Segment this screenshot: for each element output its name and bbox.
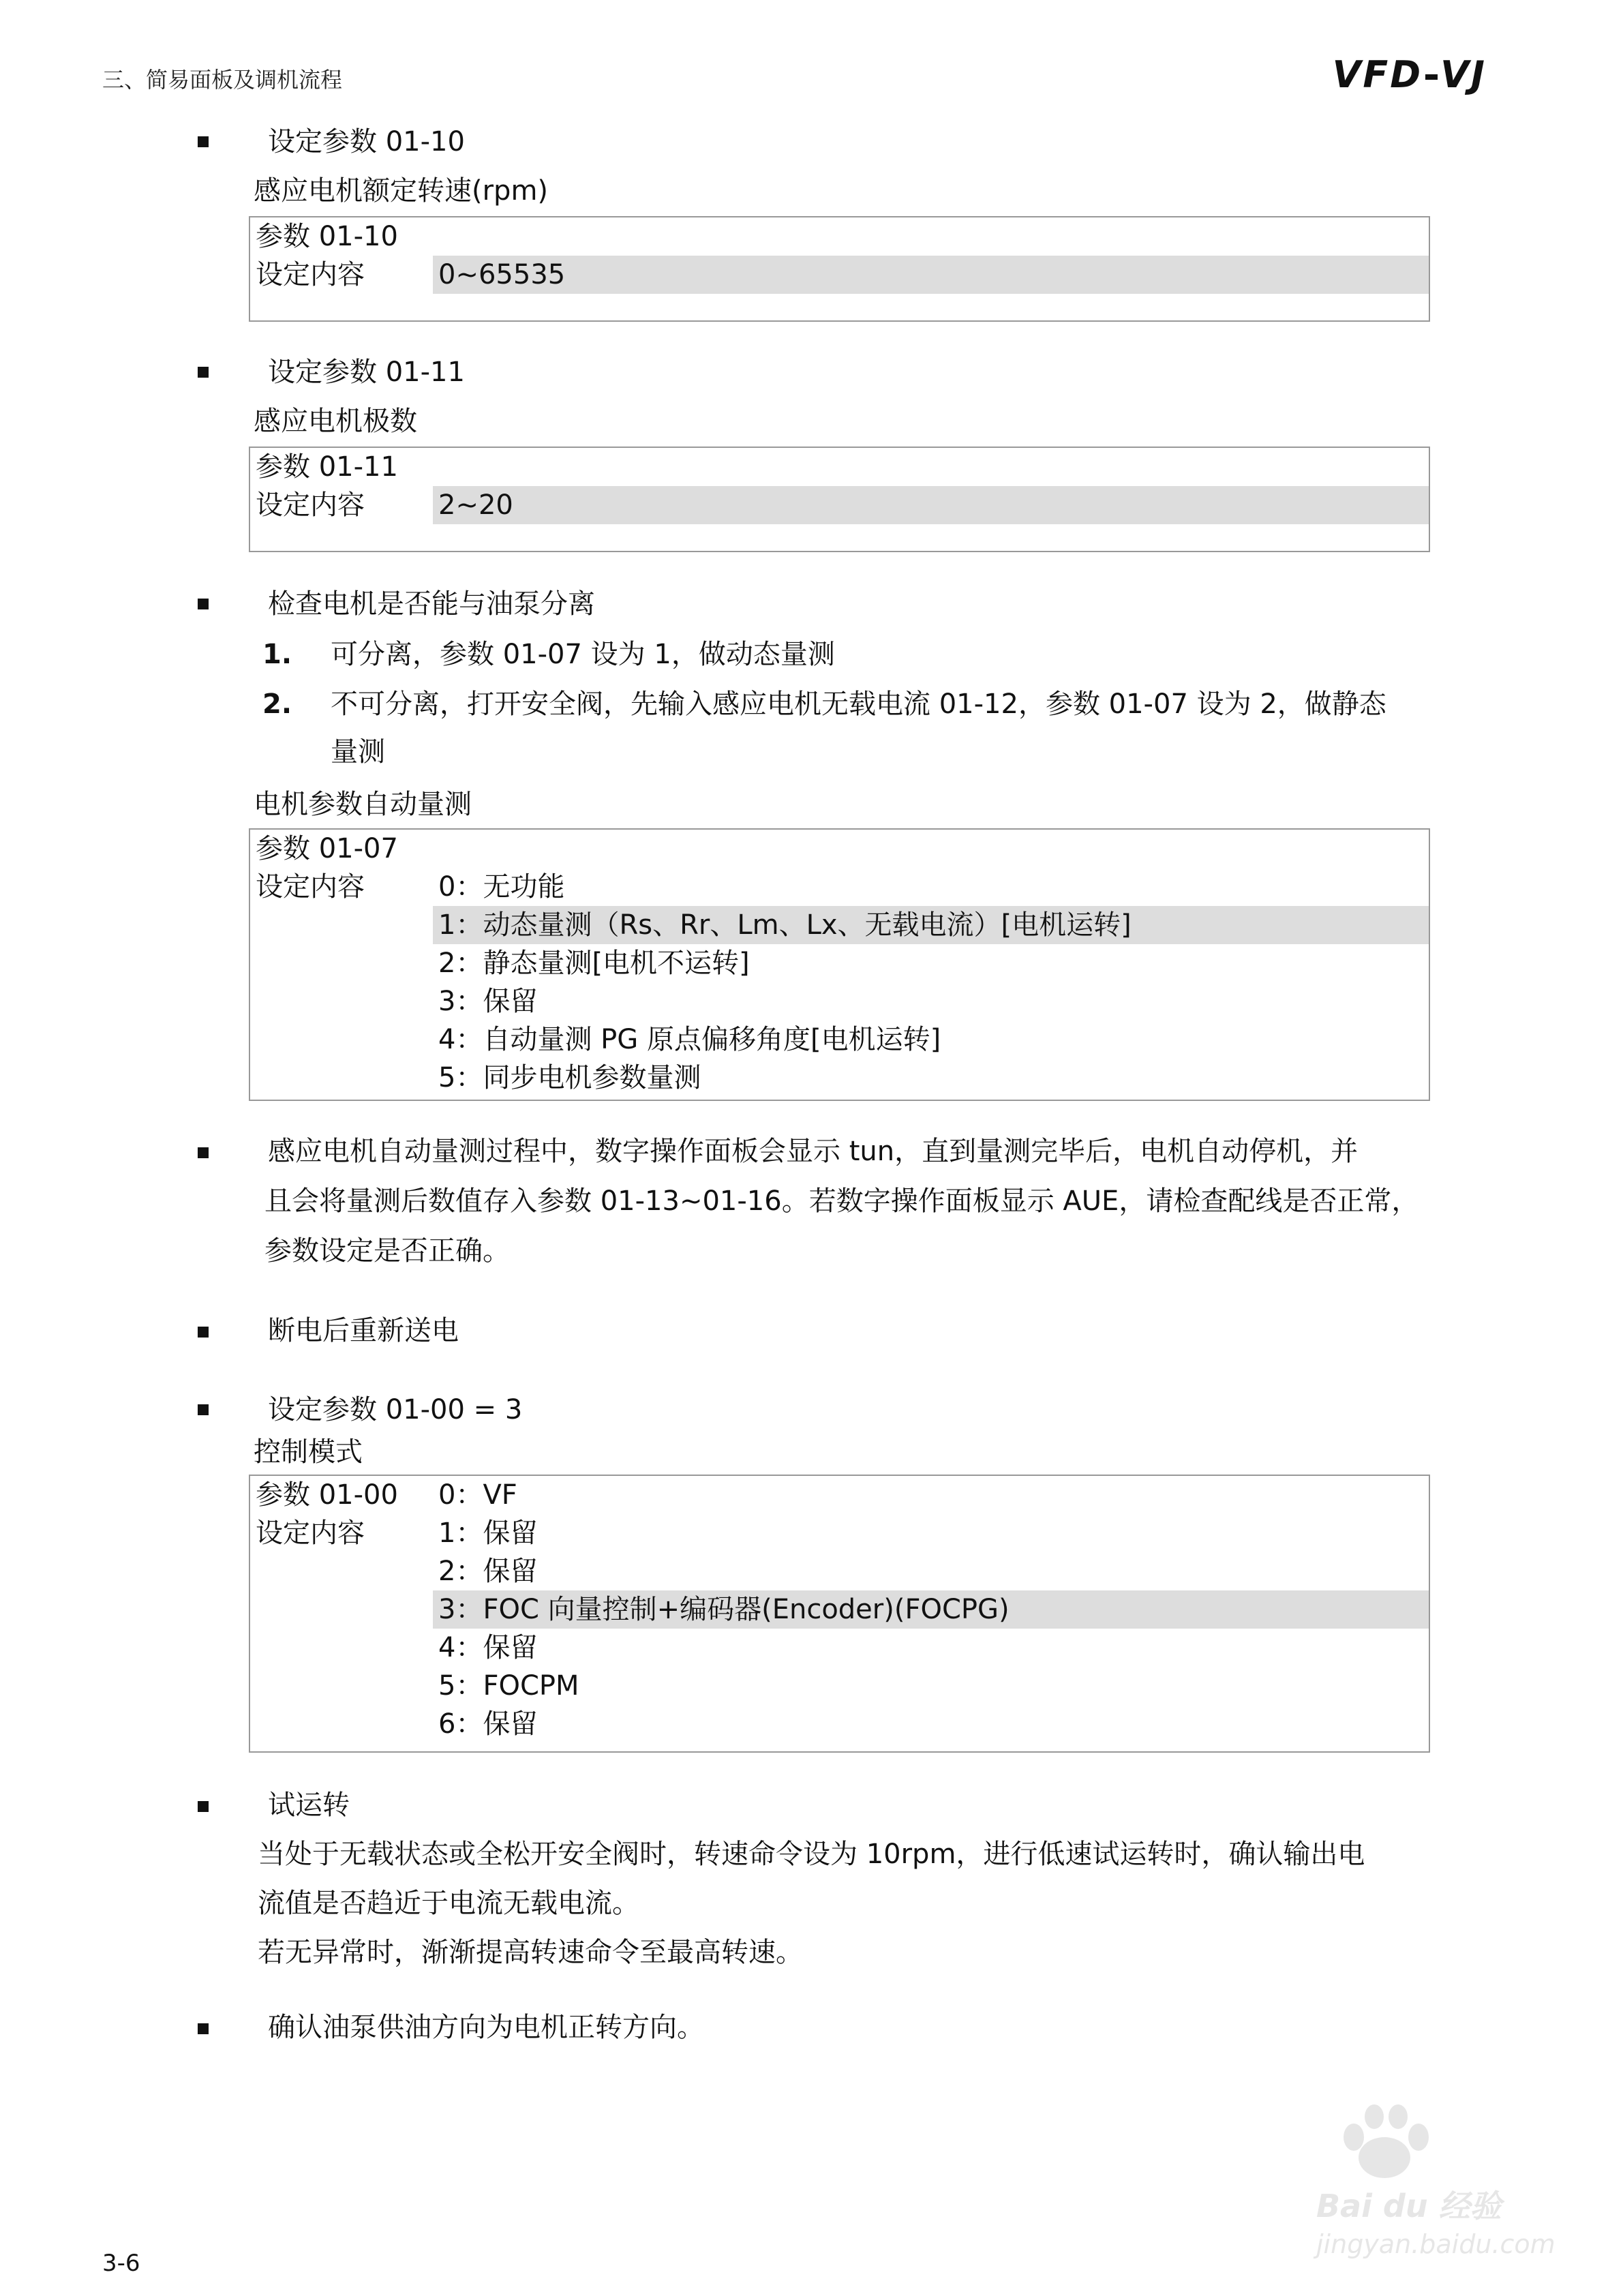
option-item-selected: 3：FOC 向量控制+编码器(Encoder)(FOCPG): [433, 1590, 1429, 1629]
content-label: 设定内容: [256, 1517, 365, 1549]
bullet-icon: [198, 367, 209, 378]
s7-title: 试运转: [268, 1789, 350, 1821]
bullet-icon: [198, 1147, 209, 1158]
s3-subtitle: 电机参数自动量测: [254, 789, 472, 820]
param-value: 0~65535: [433, 256, 1429, 294]
option-item: 1：保留: [438, 1517, 538, 1549]
logo-part-b: VJ: [1440, 53, 1487, 96]
list-item-continued: 量测: [331, 736, 385, 768]
s1-subtitle: 感应电机额定转速(rpm): [254, 175, 549, 207]
bullet-icon: [198, 1327, 209, 1338]
list-number: 2.: [262, 689, 292, 720]
bullet-icon: [198, 136, 209, 147]
bullet-icon: [198, 1801, 209, 1812]
s7-line: 流值是否趋近于电流无载电流。: [258, 1888, 639, 1919]
page-number: 3-6: [102, 2250, 140, 2277]
option-item: 2：静态量测[电机不运转]: [438, 948, 750, 979]
s3-title: 检查电机是否能与油泵分离: [268, 588, 595, 620]
content-label: 设定内容: [256, 489, 365, 521]
content-label: 设定内容: [256, 259, 365, 290]
param-value: 2~20: [433, 486, 1429, 524]
option-item: 4：自动量测 PG 原点偏移角度[电机运转]: [438, 1024, 941, 1055]
option-item: 5：FOCPM: [438, 1670, 579, 1702]
param-table-01-10: [249, 216, 1430, 322]
option-item: 0：VF: [438, 1479, 517, 1511]
watermark-brand: Bai du 经验: [1316, 2188, 1502, 2224]
s1-title: 设定参数 01-10: [268, 126, 465, 157]
param-table-01-07: [249, 828, 1430, 1101]
watermark-url: jingyan.baidu.com: [1316, 2229, 1556, 2259]
param-label: 参数 01-07: [256, 833, 398, 864]
list-number: 1.: [262, 639, 292, 670]
s2-subtitle: 感应电机极数: [254, 406, 417, 437]
content-label: 设定内容: [256, 871, 365, 903]
option-item: 3：保留: [438, 986, 538, 1017]
s6-subtitle: 控制模式: [254, 1436, 363, 1468]
s2-title: 设定参数 01-11: [268, 357, 465, 388]
param-label: 参数 01-11: [256, 451, 398, 483]
list-item: 不可分离，打开安全阀，先输入感应电机无载电流 01-12，参数 01-07 设为 2，做静态: [331, 689, 1386, 720]
option-item-selected: 1：动态量测（Rs、Rr、Lm、Lx、无载电流）[电机运转]: [433, 906, 1429, 944]
option-item: 5：同步电机参数量测: [438, 1062, 701, 1093]
bullet-icon: [198, 2023, 209, 2034]
s7-line: 若无异常时，渐渐提高转速命令至最高转速。: [258, 1937, 803, 1968]
param-label: 参数 01-00: [256, 1479, 398, 1511]
param-table-01-11: [249, 447, 1430, 552]
option-item: 4：保留: [438, 1632, 538, 1663]
s6-title: 设定参数 01-00 = 3: [268, 1394, 523, 1425]
baidu-watermark: [1316, 2100, 1556, 2259]
list-item: 可分离，参数 01-07 设为 1，做动态量测: [331, 639, 835, 670]
option-item: 0：无功能: [438, 871, 565, 903]
bullet-icon: [198, 599, 209, 609]
s4-line: 感应电机自动量测过程中，数字操作面板会显示 tun，直到量测完毕后，电机自动停机，并: [268, 1136, 1359, 1167]
brand-logo: [1333, 53, 1487, 96]
option-item: 2：保留: [438, 1556, 538, 1587]
logo-part-a: VFD: [1332, 53, 1423, 96]
paw-icon: [1316, 2100, 1453, 2181]
param-label: 参数 01-10: [256, 221, 398, 252]
param-table-01-00: [249, 1475, 1430, 1753]
s4-line: 且会将量测后数值存入参数 01-13~01-16。若数字操作面板显示 AUE，请检查配线是否正常，: [264, 1185, 1419, 1217]
s5-title: 断电后重新送电: [268, 1315, 459, 1346]
s7-line: 当处于无载状态或全松开安全阀时，转速命令设为 10rpm，进行低速试运转时，确认输出电: [258, 1839, 1365, 1870]
section-header: 三、简易面板及调机流程: [102, 67, 343, 93]
bullet-icon: [198, 1404, 209, 1415]
s4-line: 参数设定是否正确。: [264, 1235, 510, 1267]
option-item: 6：保留: [438, 1708, 538, 1740]
s8-title: 确认油泵供油方向为电机正转方向。: [268, 2012, 704, 2043]
